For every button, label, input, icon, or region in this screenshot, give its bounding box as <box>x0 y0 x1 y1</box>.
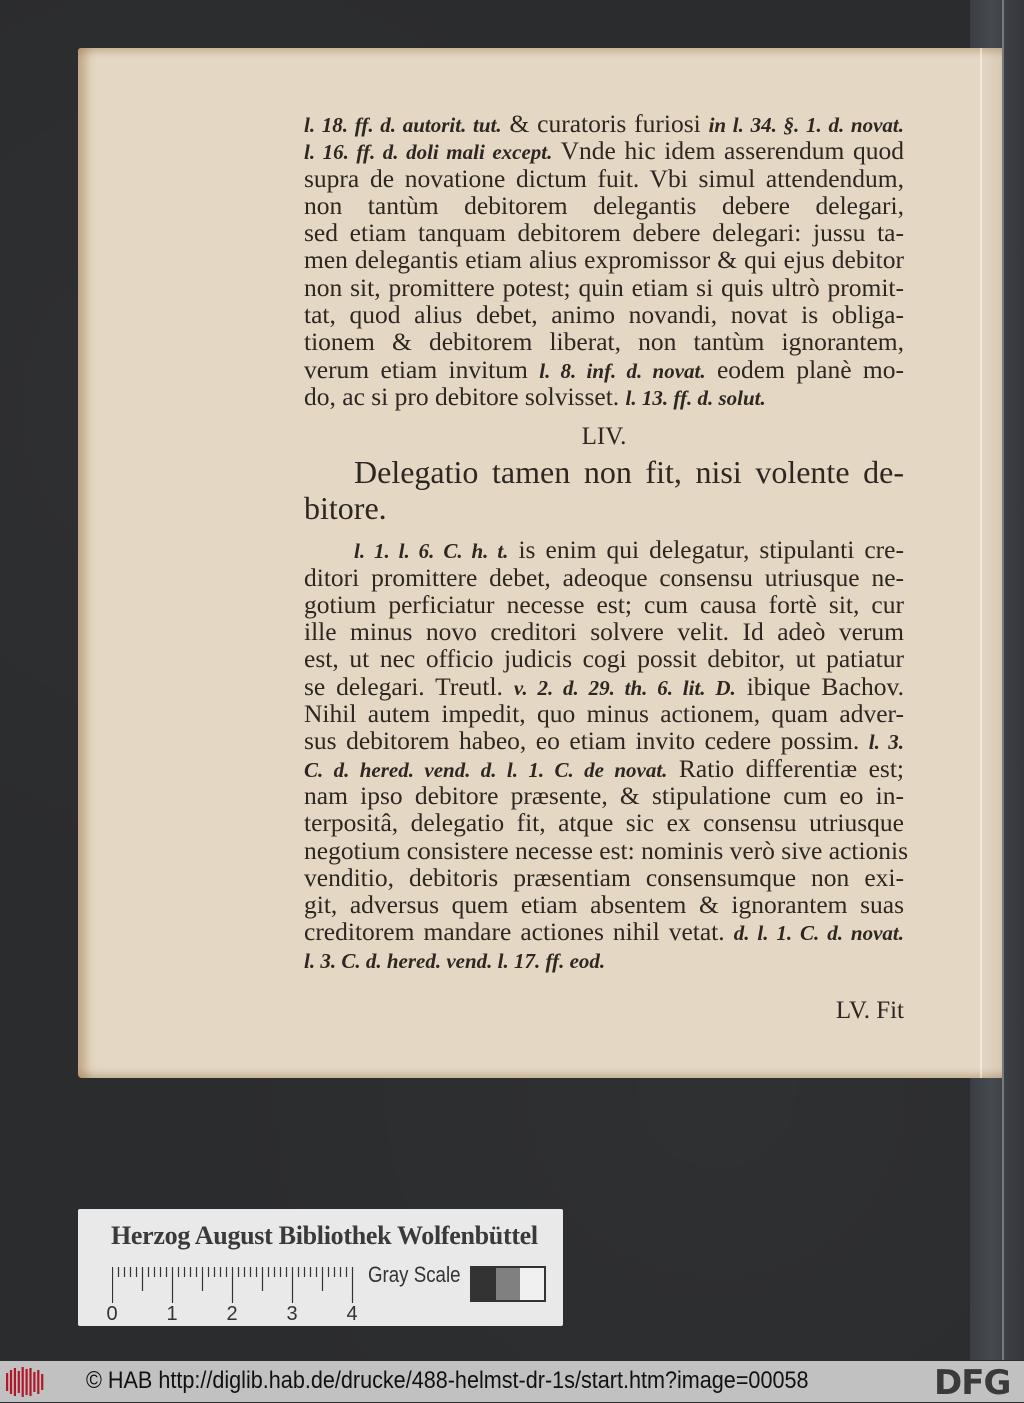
text-run: git, adversus quem etiam absentem & ignorantem suas <box>304 890 904 920</box>
legal-citation: d. l. 1. C. d. novat. <box>733 921 904 946</box>
text-run: Nihil autem impedit, quo minus actionem, quam adver- <box>304 699 904 729</box>
legal-citation: l. 16. ff. d. doli mali except. <box>304 140 553 165</box>
spine-edge-line <box>1002 0 1004 1360</box>
text-run: ibique Bachov. <box>735 671 905 701</box>
text-line <box>304 782 904 809</box>
text-line <box>304 219 904 246</box>
ruler-ticks-icon <box>112 1265 358 1305</box>
text-line <box>304 618 904 645</box>
section-number: LIV. <box>581 423 627 451</box>
continued-paragraph <box>304 110 904 410</box>
text-line <box>304 192 904 219</box>
text-run: eodem planè mo- <box>705 354 904 384</box>
text-run: supra de novatione dictum fuit. Vbi simul attendendum, <box>304 163 904 193</box>
text-run: sed etiam tanquam debitorem debere delegari: jussu ta- <box>304 218 904 248</box>
text-run: non sit, promittere potest; quin etiam si quis ultrò promit- <box>304 272 904 302</box>
text-run: Ratio differentiæ est; <box>667 753 904 783</box>
text-line <box>304 356 904 383</box>
text-run: is enim qui delegatur, stipulanti cre- <box>508 535 904 565</box>
text-line <box>304 918 904 945</box>
text-line <box>304 891 904 918</box>
footer-bar <box>0 1361 1024 1402</box>
hab-logo-icon <box>4 1366 46 1398</box>
text-run: sus debitorem habeo, eo etiam invito cedere possim. <box>304 726 869 756</box>
text-run: Vnde hic idem asserendum quod <box>552 136 904 166</box>
ruler-label: 0 <box>106 1303 118 1325</box>
legal-citation: l. 18. ff. d. autorit. tut. <box>304 113 502 137</box>
text-run: tat, quod alius debet, animo novandi, novat is obliga- <box>304 300 904 330</box>
gray-scale-swatches <box>470 1266 546 1302</box>
ruler-label: 1 <box>166 1303 178 1325</box>
legal-citation: l. 3. <box>868 730 904 755</box>
text-run: negotium consistere necesse est: nominis verò sive actionis <box>304 835 909 865</box>
text-run: & curatoris furiosi <box>501 109 709 138</box>
text-run: terpositâ, delegatio fit, atque sic ex consensu utriusque <box>304 808 904 838</box>
gray-swatch-light <box>520 1268 544 1300</box>
commentary-paragraph <box>304 535 909 973</box>
text-line <box>304 809 904 836</box>
text-line <box>304 673 904 700</box>
legal-citation: l. 3. C. d. hered. vend. l. 17. ff. eod. <box>304 948 606 973</box>
text-line <box>304 536 904 563</box>
text-line <box>304 383 904 410</box>
text-line <box>304 110 904 137</box>
text-line <box>304 591 904 618</box>
text-run: ditori promittere debet, adeoque consensu utriusque ne- <box>304 562 904 592</box>
page-gutter <box>980 48 1002 1078</box>
ruler-label: 2 <box>226 1303 238 1325</box>
text-run: creditorem mandare actiones nihil vetat. <box>304 917 734 947</box>
legal-citation: l. 8. inf. d. novat. <box>539 358 706 383</box>
ruler-label: 4 <box>346 1303 358 1325</box>
book-page <box>78 48 1002 1078</box>
page-text <box>304 109 909 1025</box>
thesis-line: Delegatio tamen non fit, nisi volente de- <box>354 454 904 491</box>
text-run: do, ac si pro debitore solvisset. <box>304 381 626 411</box>
text-line <box>304 864 904 891</box>
gray-swatch-mid <box>496 1268 520 1300</box>
text-line <box>304 727 904 754</box>
text-line <box>304 274 904 301</box>
copyright-url[interactable]: © HAB http://diglib.hab.de/drucke/488-helmst-dr-1s/start.htm?image=00058 <box>86 1367 809 1394</box>
calibration-strip <box>78 1209 563 1326</box>
text-run: verum etiam invitum <box>304 354 540 384</box>
legal-citation: C. d. hered. vend. d. l. 1. C. de novat. <box>304 757 668 782</box>
legal-citation: in l. 34. §. 1. d. novat. <box>708 113 904 137</box>
dfg-logo: DFG <box>934 1363 1011 1403</box>
gray-scale-label: Gray Scale <box>368 1262 461 1287</box>
text-line <box>304 645 904 672</box>
catchword: LV. Fit <box>835 997 904 1025</box>
thesis-statement <box>304 454 904 526</box>
legal-citation: l. 1. l. 6. C. h. t. <box>354 539 509 564</box>
thesis-line: bitore. <box>304 490 387 527</box>
ruler-label: 3 <box>286 1303 298 1325</box>
legal-citation: l. 13. ff. d. solut. <box>625 385 766 410</box>
text-run: se delegari. Treutl. <box>304 671 514 701</box>
text-line <box>304 137 904 164</box>
text-line <box>304 700 904 727</box>
text-line <box>304 165 904 192</box>
text-line <box>304 301 904 328</box>
library-name: Herzog August Bibliothek Wolfenbüttel <box>111 1221 538 1250</box>
text-line <box>304 755 904 782</box>
text-run: men delegantis etiam alius expromissor & qui ejus debitor <box>304 245 904 275</box>
text-run: non tantùm debitorem delegantis debere delegari, <box>304 190 904 220</box>
text-run: tionem & debitorem liberat, non tantùm ignorantem, <box>304 327 904 357</box>
text-line <box>304 835 909 865</box>
text-line <box>304 328 904 355</box>
text-run: gotium perficiatur necesse est; cum causa fortè sit, cur <box>304 589 904 619</box>
text-run: nam ipso debitore præsente, & stipulatione cum eo in- <box>304 780 904 810</box>
legal-citation: v. 2. d. 29. th. 6. lit. D. <box>513 675 736 700</box>
gray-swatch-dark <box>472 1268 496 1300</box>
text-line <box>304 246 904 273</box>
text-line <box>304 564 904 591</box>
ruler-scale <box>106 1265 358 1325</box>
text-line <box>304 946 904 973</box>
text-run: venditio, debitoris præsentiam consensumque non exi- <box>304 862 904 892</box>
text-run: est, ut nec officio judicis cogi possit debitor, ut patiatur <box>304 644 904 674</box>
text-run: ille minus novo creditori solvere velit. Id adeò verum <box>304 617 904 647</box>
